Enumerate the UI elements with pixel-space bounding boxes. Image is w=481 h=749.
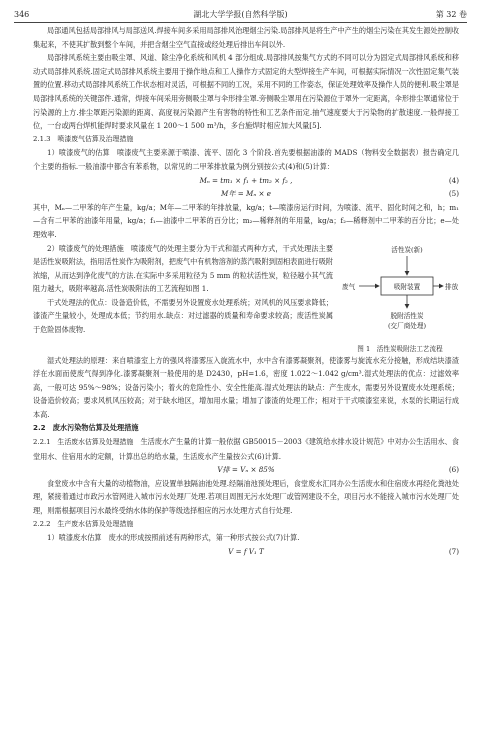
label-adsorption-device: 吸附装置 — [393, 282, 421, 291]
paragraph-domestic-wastewater — [33, 435, 459, 463]
equation-4 — [33, 174, 459, 188]
label-return-to-vendor: (交厂商处理) — [387, 321, 427, 330]
equation-6-formula: V排 = Vₙ × 85% — [217, 465, 275, 475]
paragraph-dry-method-pros-cons: 干式处理法的优点：设备造价低，不需要另外设置废水处理系统；对风机的风压要求降低；漆渣产生量较小，处理成本低；节约用水.缺点：对过滤器的质量和寿命要求较高；废活性炭属于危险固体废物. — [33, 297, 333, 335]
paragraph-paint-gas-estimate: 1）喷漆废气的估算 喷漆废气主要来源于喷漆、流平、固化 3 个阶段.首先要根据油漆的 MADS（物料安全数据表）报告确定几个主要的指标.一般油漆中都含有苯系物，以常见的二甲苯排放量为例分别按公式(4)和(5)计算： — [33, 148, 459, 171]
equation-5-formula: M年 = Mₙ × e — [221, 189, 271, 199]
equation-6-number: (6) — [448, 465, 459, 475]
paragraph-paint-wastewater: 1）喷漆废水估算 废水的形成按照前述有两种形式，第一种形式按公式(7)计算. — [47, 533, 300, 543]
label-spent-carbon: 脱附活性炭 — [390, 311, 424, 320]
domestic-wastewater-text: 生活废水产生量的计算一般依据 GB50015－2003《建筑给水排水设计规范》中对办公生活用水、食堂用水、住宿用水的定额，计算出总的给水量，生活废水产生量按公式(6)计算. — [33, 437, 459, 461]
equation-5-number: (5) — [448, 189, 459, 199]
equation-7 — [33, 545, 459, 559]
figure-wrap-block — [33, 242, 459, 354]
label-exhaust-gas: 废气 — [342, 282, 356, 291]
label-new-carbon: 活性炭(新) — [391, 245, 423, 254]
figure-caption: 图 1 活性炭吸附法工艺流程 — [357, 344, 443, 353]
section-heading-2-2-1: 2.2.1 生活废水估算及处理措施 — [33, 438, 134, 447]
paragraph-wet-method: 湿式处理法的原理：来自喷漆室上方的强风将漆雾压入旋流水中，水中含有漆雾凝聚剂，使漆雾与旋流水充分接触，形成结块漆渣浮在水面而使废气得到净化.漆雾凝聚剂一般使用的是 D2430，pH=1.6，密度 1.022～1.042 g/cm³.湿式处理法的优点：过滤效率高，一般可达 95%～98%；设备污染小；着火的危险性小、安全性能高.湿式处理法的缺点：产生废水，需要另外设置废水处理系统；设备造价较高；要求风机风压较高；对于缺水地区，增加用水量；增加了漆渣的处理工作；相对于干式喷漆室来说，水泵的长期运行成本高. — [33, 355, 459, 419]
equation-7-number: (7) — [448, 546, 459, 556]
flow-diagram — [341, 242, 459, 342]
equation-5 — [33, 187, 459, 201]
paragraph-variable-definitions: 其中，Mₙ—二甲苯的年产生量，kg/a；M年—二甲苯的年排放量，kg/a；t—喷漆房运行时间，为喷漆、流平、固化时间之和，h；m₁—含有二甲苯的油漆年用量，kg/a；f₁—油漆中二甲苯的百分比；m₂—稀释剂的年用量，kg/a；f₂—稀释剂中二甲苯的百分比；e—处理效率. — [33, 202, 459, 239]
paragraph-canteen-wastewater: 食堂废水中含有大量的动植物油，应设置单独隔油池处理.经隔油池预处理后，食堂废水汇同办公生活废水和住宿废水再经化粪池处理，紧接着通过市政污水管网进入城市污水处理厂处理.若项目周围无污水处理厂或管网建设不全，项目污水不能接入城市污水处理厂处理，则需根据项目污水最终受纳水体的保护等级选择相应的污水处理方式自行处理. — [33, 478, 459, 516]
volume-label: 第 32 卷 — [435, 10, 467, 19]
section-heading-2-2-2: 2.2.2 生产废水估算及处理措施 — [33, 519, 134, 528]
paragraph-local-ventilation: 局部通风包括局部排风与局部送风.焊接车间多采用局部排风治理烟尘污染.局部排风是将生产中产生的烟尘污染在其发生源处控制收集起来，不使其扩散到整个车间，并把含烟尘空气直接或经处理后排出车间以外. — [33, 26, 459, 49]
equation-4-number: (4) — [448, 175, 459, 185]
article-body — [33, 24, 459, 558]
equation-4-formula: Mₙ = tm₁ × f₁ + tm₂ × f₂ , — [199, 175, 293, 185]
section-heading-2-2: 2.2 废水污染物估算及处理措施 — [33, 423, 139, 433]
page-number: 346 — [14, 10, 30, 19]
paragraph-exhaust-system: 局部排风系统主要由吸尘罩、风道、除尘净化系统和风机 4 部分组成.局部排风按集气方式的不同可以分为固定式局部排风系统和移动式局部排风系统.固定式局部排风系统主要用于操作地点和工人操作方式固定的大型焊接生产车间，可根据实际情况一次性固定集气装置的位置.移动式局部排风系统工作状态相对灵活，可根据不同的工况，采用不同的工作姿态，保证处理效率及操作人员的便利.吸尘罩是局部排风系统的关键部件.通常，焊接车间采用旁侧吸尘罩与伞形排尘罩.旁侧吸尘罩用在污染源位于罩外一定距离，伞形排尘罩通常位于污染源的上方.排尘罩距污染源的距离、高度视污染源产生有害物的特性和工艺条件而定.抽气速度要大于污染物的扩散速度.一般焊接工位，一台或两台焊机能焊时要求风量在 1 200～1 500 m³/h，多台施焊时相应加大风量[5]. — [33, 53, 459, 131]
label-discharge: 排放 — [445, 282, 459, 291]
equation-6 — [33, 463, 459, 477]
figure-1 — [341, 242, 459, 354]
paragraph-paint-gas-treatment: 2）喷漆废气的处理措施 喷漆废气的处理主要分为干式和湿式两种方式，干式处理法主要是活性炭吸附法，指用活性炭作为吸附剂，把废气中有机物溶剂的蒸汽吸附到固相表面进行吸附浓缩，从而达到净化废气的方法.在实际中多采用粒径为 5 mm 的粒状活性炭，粒径越小其气流阻力越大，吸附率越高.活性炭吸附法的工艺流程如图 1. — [33, 243, 333, 294]
equation-7-formula: V = f V₁ T — [228, 546, 264, 556]
page-header — [14, 8, 467, 23]
journal-title: 湖北大学学报(自然科学版) — [193, 10, 288, 19]
section-heading-2-1-3: 2.1.3 喷漆废气估算及治理措施 — [33, 134, 134, 143]
